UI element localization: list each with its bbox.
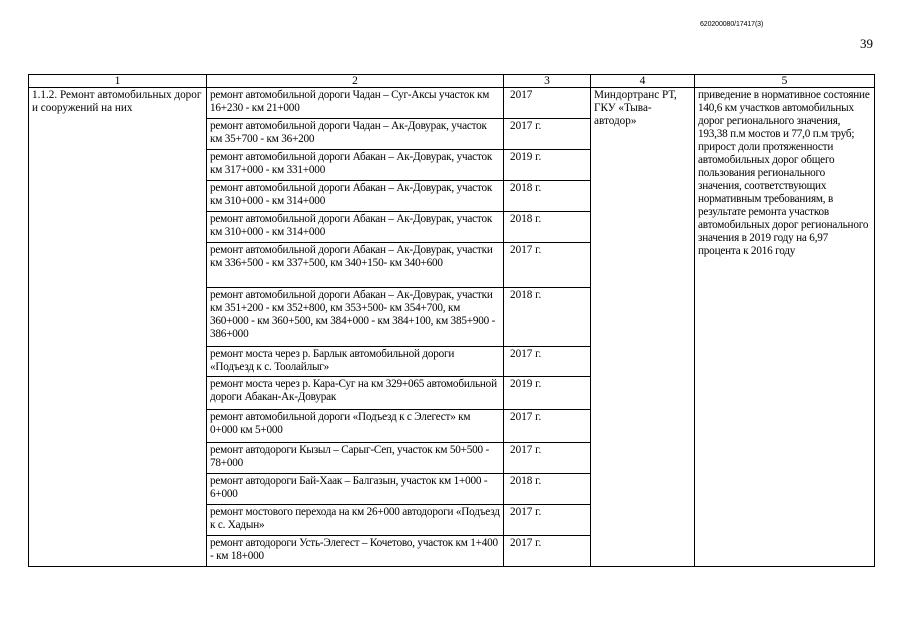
work-cell: ремонт автомобильной дороги «Подъезд к с Элегест» км 0+000 км 5+000 (207, 410, 504, 443)
year-cell: 2017 г. (504, 119, 591, 150)
work-cell: ремонт автомобильной дороги Абакан – Ак-Довурак, участок км 317+000 - км 331+000 (207, 150, 504, 181)
year-cell: 2019 г. (504, 377, 591, 410)
column-number-row (29, 75, 875, 88)
page-number: 39 (860, 36, 873, 51)
section-title: 1.1.2. Ремонт автомобильных дорог и сооружений на них (29, 88, 207, 567)
table-body (29, 88, 875, 567)
document-number: 620200080/17417(3) (700, 21, 764, 28)
work-cell: ремонт автомобильной дороги Чадан – Суг-Аксы участок км 16+230 - км 21+000 (207, 88, 504, 119)
work-cell: ремонт моста через р. Кара-Суг на км 329+065 автомобильной дороги Абакан-Ак-Довурак (207, 377, 504, 410)
work-cell: ремонт автомобильной дороги Абакан – Ак-Довурак, участок км 310+000 - км 314+000 (207, 181, 504, 212)
work-cell: ремонт мостового перехода на км 26+000 автодороги «Подъезд к с. Хадын» (207, 505, 504, 536)
column-header-3: 3 (504, 75, 591, 88)
year-cell: 2017 г. (504, 505, 591, 536)
year-cell: 2017 г. (504, 243, 591, 288)
column-header-2: 2 (207, 75, 504, 88)
column-header-1: 1 (29, 75, 207, 88)
work-cell: ремонт автомобильной дороги Чадан – Ак-Довурак, участок км 35+700 - км 36+200 (207, 119, 504, 150)
work-cell: ремонт автомобильной дороги Абакан – Ак-Довурак, участки км 351+200 - км 352+800, км 353+500- км 354+700, км 360+000 - км 360+500, км 384+000 - км 384+100, км 385+900 - 386+000 (207, 288, 504, 347)
expected-result: приведение в нормативное состояние 140,6 км участков автомобильных дорог регионального значения, 193,38 п.м мостов и 77,0 п.м труб; прирост доли протяженности автомобильных дорог общего пользования регионального значения, соответствующих нормативным требованиям, в результате ремонта участков автомобильных дорог регионального значения в 2019 году на 6,97 процента к 2016 году (695, 88, 875, 567)
column-header-5: 5 (695, 75, 875, 88)
column-header-4: 4 (591, 75, 695, 88)
year-cell: 2018 г. (504, 212, 591, 243)
year-cell: 2018 г. (504, 181, 591, 212)
table-row (29, 88, 875, 119)
year-cell: 2017 (504, 88, 591, 119)
year-cell: 2017 г. (504, 443, 591, 474)
work-cell: ремонт автодороги Бай-Хаак – Балгазын, участок км 1+000 - 6+000 (207, 474, 504, 505)
work-cell: ремонт автомобильной дороги Абакан – Ак-Довурак, участки км 336+500 - км 337+500, км 340+150- км 340+600 (207, 243, 504, 288)
year-cell: 2018 г. (504, 474, 591, 505)
program-table (28, 74, 875, 567)
work-cell: ремонт моста через р. Барлык автомобильной дороги «Подъезд к с. Тоолайлыг» (207, 347, 504, 377)
work-cell: ремонт автодороги Кызыл – Сарыг-Сеп, участок км 50+500 - 78+000 (207, 443, 504, 474)
work-cell: ремонт автодороги Усть-Элегест – Кочетово, участок км 1+400 - км 18+000 (207, 536, 504, 567)
year-cell: 2017 г. (504, 536, 591, 567)
year-cell: 2017 г. (504, 347, 591, 377)
work-cell: ремонт автомобильной дороги Абакан – Ак-Довурак, участок км 310+000 - км 314+000 (207, 212, 504, 243)
year-cell: 2019 г. (504, 150, 591, 181)
year-cell: 2017 г. (504, 410, 591, 443)
year-cell: 2018 г. (504, 288, 591, 347)
responsible-executor: Миндортранс РТ, ГКУ «Тыва-автодор» (591, 88, 695, 567)
